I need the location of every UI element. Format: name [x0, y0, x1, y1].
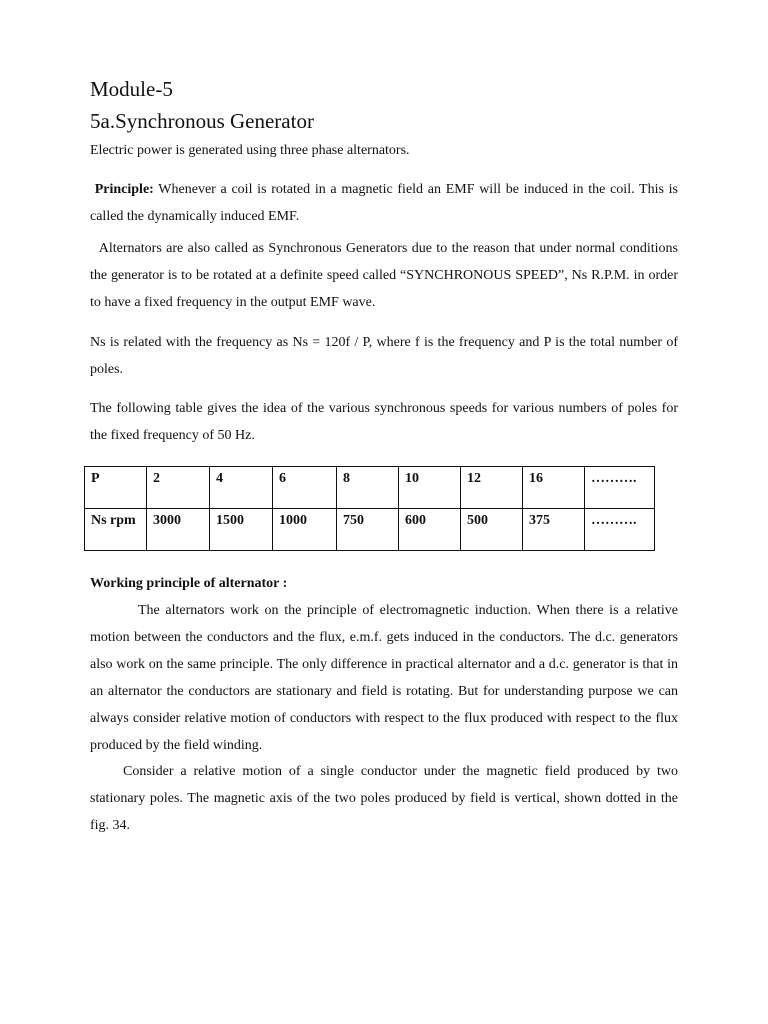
table-intro-paragraph: The following table gives the idea of the various synchronous speeds for various numbers of poles for the fixed frequency of 50 Hz.	[90, 401, 678, 443]
working-principle-heading	[90, 570, 678, 597]
table-cell: 12	[461, 467, 523, 509]
table-cell: 8	[337, 467, 399, 509]
table-cell: 750	[337, 509, 399, 551]
table-cell: 500	[461, 509, 523, 551]
table-cell: 600	[399, 509, 461, 551]
table-cell: 10	[399, 467, 461, 509]
table-cell: 16	[523, 467, 585, 509]
table-cell: 3000	[147, 509, 210, 551]
ns-formula-paragraph: Ns is related with the frequency as Ns = 120f / P, where f is the frequency and P is the total number of poles.	[90, 335, 678, 377]
principle-label: Principle:	[94, 182, 154, 197]
table-cell: 1500	[210, 509, 273, 551]
table-cell: 2	[147, 467, 210, 509]
synchronous-speed-table	[84, 466, 655, 551]
intro-paragraph: Electric power is generated using three phase alternators.	[90, 143, 410, 158]
working-heading-text: Working principle of alternator :	[90, 576, 288, 591]
working-principle-paragraph	[90, 597, 678, 759]
principle-text: Whenever a coil is rotated in a magnetic field an EMF will be induced in the coil. This is called the dynamically induced EMF.	[90, 182, 678, 224]
table-cell: 4	[210, 467, 273, 509]
table-cell: ……….	[585, 467, 655, 509]
table-row-speed	[85, 509, 655, 551]
module-title: Module-5	[90, 77, 173, 101]
table-cell: 375	[523, 509, 585, 551]
consider-text: Consider a relative motion of a single conductor under the magnetic field produced by two stationary poles. The magnetic axis of the two poles produced by field is vertical, shown dotted in the fig. 34.	[90, 764, 678, 833]
working-text: The alternators work on the principle of electromagnetic induction. When there is a relative motion between the conductors and the flux, e.m.f. gets induced in the conductors. The d.c. generators also work on the same principle. The only difference in practical alternator and a d.c. generator is that in an alternator the conductors are stationary and field is rotating. But for understanding purpose we can always consider relative motion of conductors with respect to the flux produced with respect to the flux produced by the field winding.	[90, 603, 678, 753]
consider-paragraph	[90, 758, 678, 839]
principle-paragraph	[90, 176, 678, 230]
table-cell: Ns rpm	[85, 509, 147, 551]
alternators-text: Alternators are also called as Synchronous Generators due to the reason that under normal conditions the generator is to be rotated at a definite speed called “SYNCHRONOUS SPEED”, Ns R.P.M. in order to have a fixed frequency in the output EMF wave.	[90, 241, 678, 310]
table-cell: ……….	[585, 509, 655, 551]
table-cell: 1000	[273, 509, 337, 551]
section-title: 5a.Synchronous Generator	[90, 109, 314, 133]
table-row-poles	[85, 467, 655, 509]
table-cell: P	[85, 467, 147, 509]
alternators-paragraph	[90, 235, 678, 316]
table-cell: 6	[273, 467, 337, 509]
